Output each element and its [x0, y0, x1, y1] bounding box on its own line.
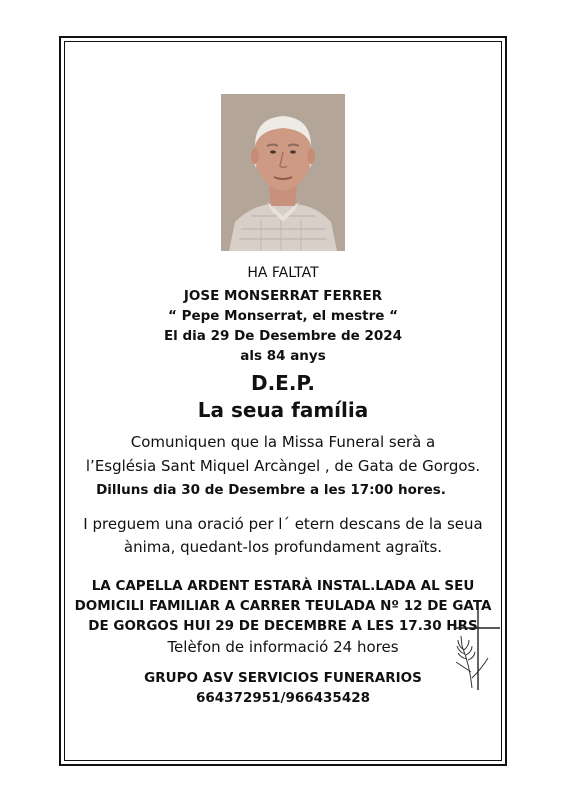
- heading: HA FALTAT: [247, 265, 319, 281]
- chapel-line-3: DE GORGOS HUI 29 DE DECEMBRE A LES 17.30 HRS: [88, 618, 478, 634]
- prayer-line-1: I preguem una oració per l´ etern descans de la seua: [83, 515, 483, 533]
- date-of-death: El dia 29 De Desembre de 2024: [163, 328, 403, 344]
- phone-info: Telèfon de informació 24 hores: [167, 638, 399, 656]
- company-name: GRUPO ASV SERVICIOS FUNERARIOS: [144, 670, 422, 686]
- chapel-line-2: DOMICILI FAMILIAR A CARRER TEULADA Nº 12 DE GATA: [74, 598, 492, 614]
- funeral-line-1: Comuniquen que la Missa Funeral serà a: [130, 433, 436, 451]
- chapel-line-1: LA CAPELLA ARDENT ESTARÀ INSTAL.LADA AL SEU: [91, 578, 475, 594]
- cross-with-wheat-icon: [452, 606, 502, 690]
- funeral-line-2: l’Església Sant Miquel Arcàngel , de Gata de Gorgos.: [85, 457, 481, 475]
- company-phones: 664372951/966435428: [195, 690, 370, 706]
- family-title: La seua família: [197, 398, 369, 422]
- prayer-line-2: ànima, quedant-los profundament agraïts.: [123, 538, 443, 556]
- funeral-time: Dilluns dia 30 de Desembre a les 17:00 hores.: [96, 482, 446, 498]
- portrait-photo: [221, 94, 345, 251]
- age: als 84 anys: [240, 348, 326, 364]
- nickname: “ Pepe Monserrat, el mestre “: [168, 308, 398, 324]
- deceased-name: JOSE MONSERRAT FERRER: [183, 288, 383, 304]
- dep-title: D.E.P.: [250, 371, 316, 395]
